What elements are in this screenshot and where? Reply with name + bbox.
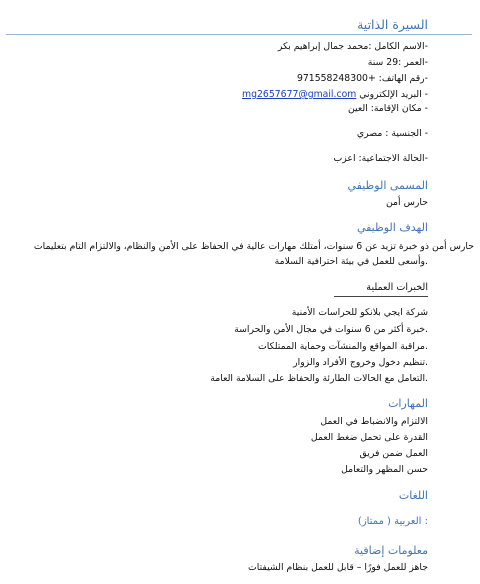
experience-item: .خبرة أكثر من 6 سنوات في مجال الأمن والحراسة: [234, 324, 428, 335]
skill-item: الالتزام والانضباط في العمل: [320, 416, 428, 427]
languages-heading: اللغات: [398, 489, 428, 502]
experience-item: .التعامل مع الحالات الطارئة والحفاظ على السلامة العامة: [210, 373, 428, 384]
email-line: [242, 88, 428, 101]
language-value: : العربية ( ممتاز): [357, 516, 428, 527]
job-title-value: حارس أمن: [385, 197, 428, 208]
experience-item: .مراقبة المواقع والمنشآت وحماية الممتلكات: [257, 341, 428, 352]
job-title-heading: المسمى الوظيفي: [347, 179, 428, 192]
experience-item: .تنظيم دخول وخروج الأفراد والزوار: [293, 357, 428, 368]
additional-info-value: جاهز للعمل فورًا – قابل للعمل بنظام الشيفتات: [247, 562, 428, 573]
title-divider: [6, 34, 472, 35]
cv-title: السيرة الذاتية: [357, 17, 428, 32]
experience-underline: [334, 296, 428, 297]
additional-info-heading: معلومات إضافية: [354, 544, 428, 557]
skill-item: حسن المظهر والتعامل: [341, 464, 428, 475]
email-label: - البريد الإلكتروني: [359, 89, 428, 100]
experience-item: شركة ايجي بلانكو للحراسات الأمنية: [291, 307, 428, 318]
objective-line-2: .وأسعى للعمل في بيئة احترافية السلامة: [274, 256, 428, 267]
skills-heading: المهارات: [388, 397, 428, 410]
experience-heading: الخبرات العملية: [366, 282, 428, 293]
objective-line-1: حارس أمن ذو خبرة تزيد عن 6 سنوات، أمتلك مهارات عالية في الحفاظ على الأمن والنظام، والالتزام التام بتعليمات: [33, 241, 474, 252]
name-line: -الاسم الكامل :محمد جمال إبراهيم بكر: [277, 41, 428, 52]
nationality-line: - الجنسية : مصري: [356, 128, 428, 139]
marital-status-line: -الحالة الاجتماعية: اعزب: [333, 153, 428, 164]
residence-line: - مكان الإقامة: العين: [347, 103, 428, 114]
objective-heading: الهدف الوظيفي: [356, 221, 428, 234]
phone-line: -رقم الهاتف: +971558248300: [296, 73, 428, 84]
email-link[interactable]: mg2657677@gmail.com: [242, 89, 357, 100]
skill-item: العمل ضمن فريق: [359, 448, 428, 459]
age-line: -العمر :29 سنة: [367, 57, 428, 68]
skill-item: القدرة على تحمل ضغط العمل: [310, 432, 428, 443]
